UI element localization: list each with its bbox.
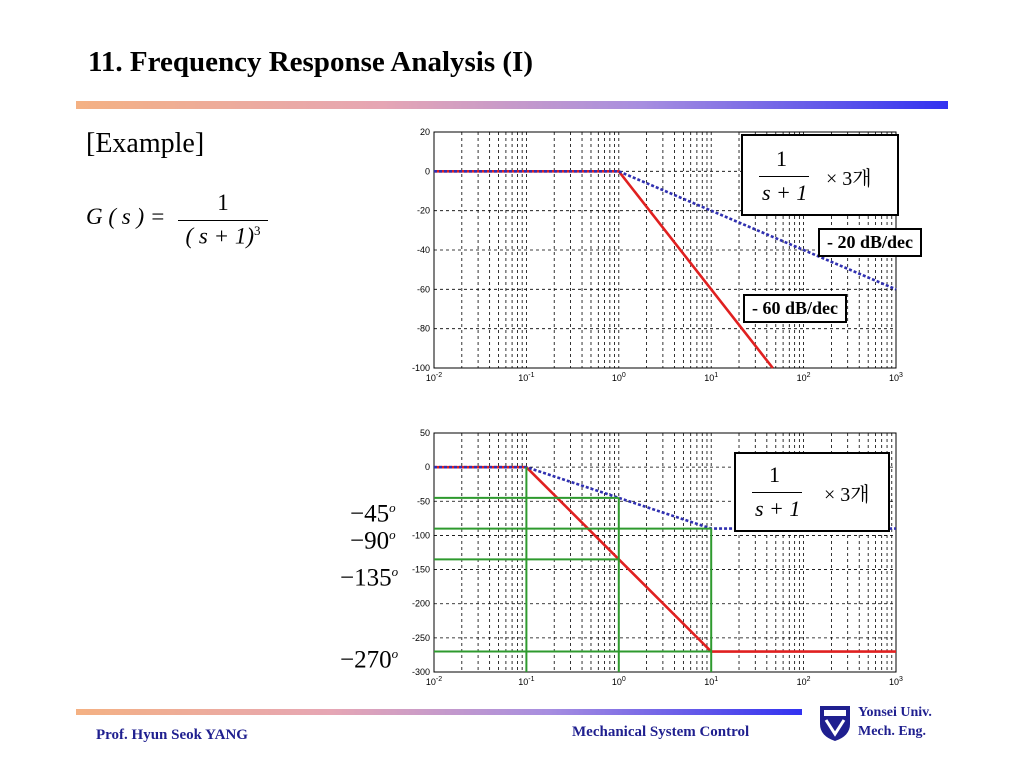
- example-label: [Example]: [86, 128, 205, 159]
- footer-univ-line1: Yonsei Univ.: [858, 705, 932, 720]
- chart1-x-tick-label: $10^{-2}$: [425, 372, 443, 383]
- university-shield-icon: [818, 704, 852, 742]
- phase-label-minus90: $-90^o$: [350, 527, 396, 555]
- factor-box-numerator: 1: [776, 146, 787, 171]
- phase-label-minus270: $-270^o$: [340, 646, 399, 674]
- factor-box-multiplier: × 3개: [826, 168, 872, 190]
- chart2-y-tick-label: -50: [416, 496, 430, 507]
- chart2-x-tick-label: $10^2$: [796, 676, 811, 687]
- chart2-y-tick-label: -250: [411, 632, 430, 643]
- slope-label-minus20: - 20 dB/dec: [818, 228, 922, 257]
- footer-course: Mechanical System Control: [572, 724, 750, 740]
- footer-divider: [76, 709, 802, 715]
- slope-label-minus60: - 60 dB/dec: [743, 294, 847, 323]
- chart2-y-tick-label: -100: [411, 530, 430, 541]
- factor-box-magnitude: [741, 134, 899, 216]
- chart1-x-tick-label: $10^1$: [704, 372, 719, 383]
- chart1-y-tick-label: -40: [416, 245, 430, 255]
- chart1-y-tick-label: -20: [416, 205, 430, 216]
- factor-box-numerator: 1: [769, 462, 780, 487]
- chart2-y-tick-label: -200: [411, 598, 430, 609]
- factor-box-fraction-bar: [759, 176, 809, 177]
- chart2-x-tick-label: $10^0$: [611, 676, 626, 687]
- phase-label-minus135: $-135^o$: [340, 564, 399, 592]
- chart1-y-tick-label: -80: [416, 323, 430, 334]
- factor-box-denominator: s + 1: [755, 496, 801, 521]
- footer-univ-line2: Mech. Eng.: [858, 724, 927, 739]
- factor-box-denominator: s + 1: [762, 180, 808, 205]
- chart1-y-tick-label: -60: [416, 284, 430, 295]
- chart1-x-tick-label: $10^3$: [889, 372, 903, 383]
- chart2-x-tick-label: $10^{-1}$: [518, 676, 535, 687]
- chart2-y-tick-label: -150: [411, 564, 430, 575]
- footer-university: [858, 703, 932, 741]
- slide-title: 11. Frequency Response Analysis (I): [88, 46, 533, 78]
- chart2-y-tick-label: -300: [411, 667, 430, 677]
- formula-lhs: G ( s ) =: [86, 204, 166, 229]
- formula-denominator: ( s + 1)$^3$: [185, 223, 261, 249]
- chart2-x-tick-label: $10^1$: [704, 676, 719, 687]
- factor-box-multiplier: × 3개: [824, 484, 870, 506]
- phase-label-minus45: $-45^o$: [350, 500, 396, 528]
- formula-exponent: 3: [254, 223, 261, 238]
- chart1-x-tick-label: $10^0$: [611, 372, 626, 383]
- chart1-y-tick-label: 0: [424, 166, 430, 177]
- chart1-y-tick-label: -100: [411, 363, 430, 373]
- chart2-y-tick-label: 0: [424, 462, 430, 473]
- chart2-x-tick-label: $10^3$: [889, 676, 903, 687]
- factor-box-fraction-bar: [752, 492, 802, 493]
- chart1-y-tick-label: 20: [419, 127, 430, 137]
- chart2-y-tick-label: 50: [419, 428, 430, 438]
- factor-box-phase: [734, 452, 890, 532]
- footer-professor: Prof. Hyun Seok YANG: [96, 727, 248, 743]
- chart1-x-tick-label: $10^2$: [796, 372, 811, 383]
- chart1-x-tick-label: $10^{-1}$: [518, 372, 535, 383]
- chart2-x-tick-label: $10^{-2}$: [425, 676, 443, 687]
- formula-numerator: 1: [217, 190, 229, 215]
